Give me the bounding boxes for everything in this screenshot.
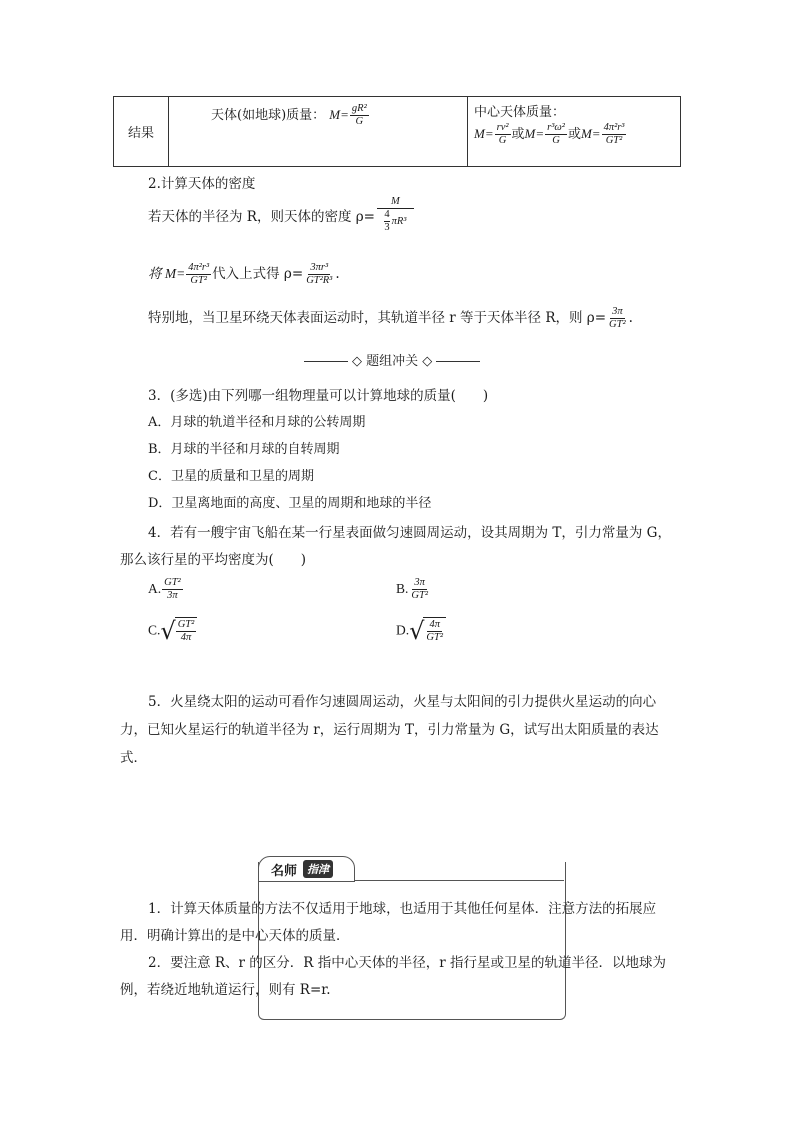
formula-lhs: M= <box>329 107 349 122</box>
formula-gR2-over-G: $\frac{\text{gR²}}{G}$ <box>351 103 367 127</box>
q4-option-b: B. $\frac{3\pi}{\text{GT²}}$ <box>396 577 428 601</box>
q4-option-c: C. √ $\frac{\text{GT²}}{4\pi}$ <box>148 617 197 644</box>
density-line2: 将 M= $\frac{\text{4π²r³}}{\text{GT²}}$ 代入上式得 ρ= $\frac{\text{3πr³}}{\text{GT²R³}}$ . <box>148 262 340 286</box>
q5-line2: 力，已知火星运行的轨道半径为 r，运行周期为 T，引力常量为 G，试写出太阳质量的表达 <box>120 722 659 738</box>
q4-option-a: A. $\frac{\text{GT²}}{3\pi}$ <box>148 577 181 601</box>
q3-option-b: B．月球的半径和月球的自转周期 <box>148 442 340 457</box>
tip-p2-line2: 例，若绕近地轨道运行，则有 R=r. <box>120 982 331 998</box>
section-title: ◇ 题组冲关 ◇ <box>300 350 484 369</box>
tip-p1-line2: 用．明确计算出的是中心天体的质量． <box>120 928 350 944</box>
q5-line3: 式． <box>120 750 147 766</box>
row-label-cell <box>114 97 169 167</box>
formula-density-def: M 4 3 πR³ <box>377 196 414 234</box>
row-label: 结果 <box>127 126 154 141</box>
q3-option-d: D．卫星离地面的高度、卫星的周期和地球的半径 <box>148 496 432 511</box>
formula-mass-sub: $\frac{\text{4π²r³}}{\text{GT²}}$ <box>188 262 210 286</box>
density-line3: 特别地，当卫星环绕天体表面运动时，其轨道半径 r 等于天体半径 R，则 ρ= $\frac{3\pi}{\text{GT²}}$ . <box>148 306 633 330</box>
central-mass-formulas: M= $\frac{\text{rv²}}{G}$ 或M= $\frac{\text{r³ω²}}{G}$ 或M= $\frac{\text{4π²r³}}{\text{GT²}}$ <box>474 122 625 146</box>
tip-p1-line1: 1．计算天体质量的方法不仅适用于地球，也适用于其他任何星体．注意方法的拓展应 <box>148 901 657 917</box>
formula-surface-density: $\frac{3\pi}{\text{GT²}}$ <box>609 306 626 330</box>
result-table <box>113 96 681 167</box>
tip-box-top-line <box>353 880 564 881</box>
q3-stem: 3．(多选)由下列哪一组物理量可以计算地球的质量( ) <box>148 388 489 404</box>
formula-r3w2-over-G: $\frac{\text{r³ω²}}{G}$ <box>547 122 565 146</box>
central-mass-cell <box>468 97 681 167</box>
divider-right <box>436 361 480 362</box>
formula-density-result: $\frac{\text{3πr³}}{\text{GT²R³}}$ <box>306 262 333 286</box>
density-heading: 2.计算天体的密度 <box>148 176 256 192</box>
formula-4pi2r3-over-GT2: $\frac{\text{4π²r³}}{\text{GT²}}$ <box>603 122 625 146</box>
divider-left <box>304 361 348 362</box>
q4-stem-line1: 4．若有一艘宇宙飞船在某一行星表面做匀速圆周运动，设其周期为 T，引力常量为 G， <box>148 525 671 541</box>
planet-mass-cell <box>169 97 468 167</box>
tip-p2-line1: 2．要注意 R、r 的区分．R 指中心天体的半径，r 指行星或卫星的轨道半径．以地球为 <box>148 955 666 971</box>
tip-badge: 名师 指津 <box>258 856 355 882</box>
q3-option-c: C．卫星的质量和卫星的周期 <box>148 469 314 484</box>
q4-option-d: D. √ $\frac{4\pi}{\text{GT²}}$ <box>396 617 446 644</box>
planet-mass-text: 天体(如地球)质量： <box>211 108 326 123</box>
q3-option-a: A．月球的轨道半径和月球的公转周期 <box>148 415 366 430</box>
central-mass-title: 中心天体质量： <box>474 105 566 120</box>
q4-stem-line2: 那么该行星的平均密度为( ) <box>120 552 307 568</box>
q5-line1: 5．火星绕太阳的运动可看作匀速圆周运动，火星与太阳间的引力提供火星运动的向心 <box>148 694 657 710</box>
density-line1: 若天体的半径为 R，则天体的密度 ρ= M 4 3 πR³ <box>148 196 415 234</box>
formula-rv2-over-G: $\frac{\text{rv²}}{G}$ <box>496 122 509 146</box>
